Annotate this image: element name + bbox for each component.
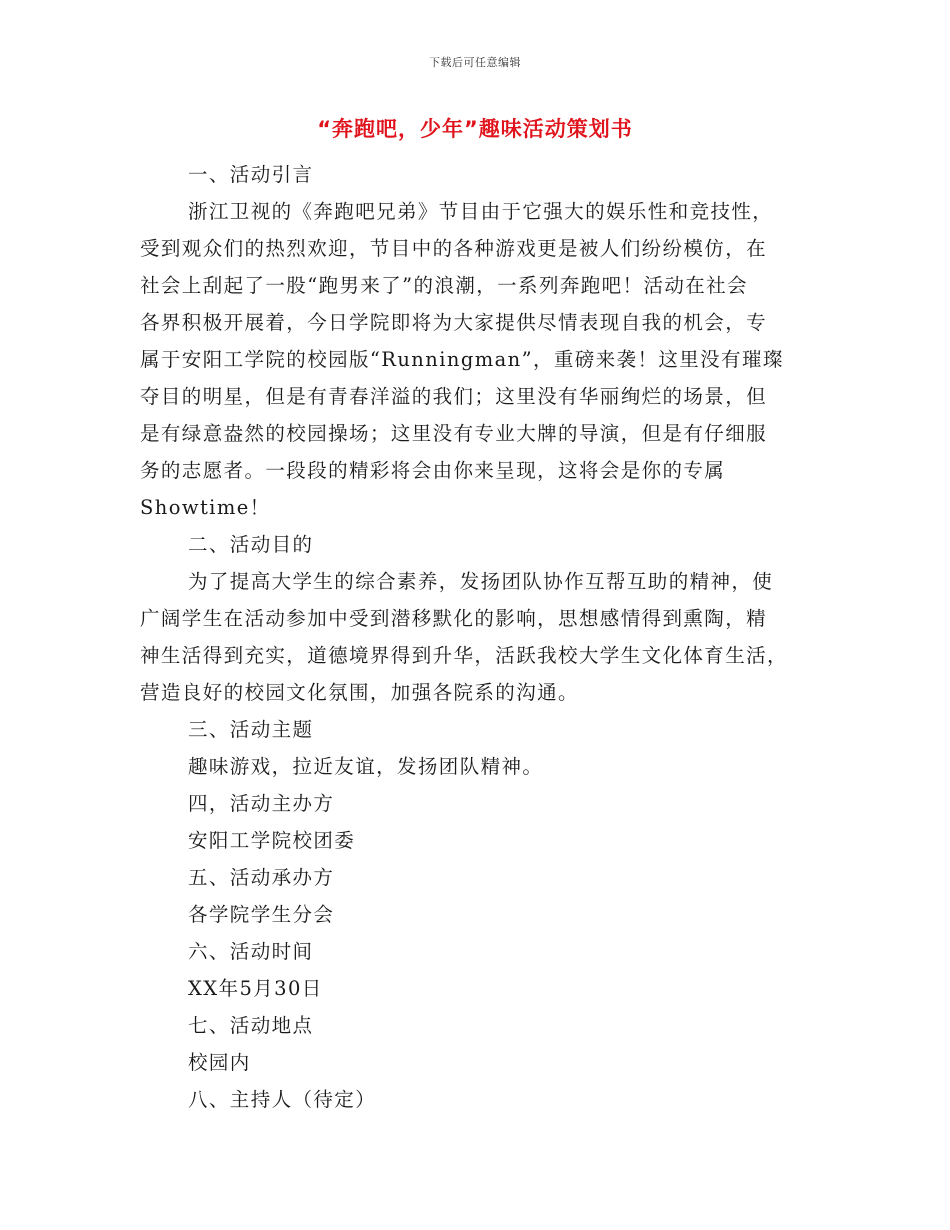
section-1-line: 各界积极开展着，今日学院即将为大家提供尽情表现自我的机会，专 — [140, 311, 768, 334]
section-1-line: 社会上刮起了一股“跑男来了”的浪潮，一系列奔跑吧！活动在社会 — [140, 274, 748, 297]
section-5-heading: 五、活动承办方 — [188, 866, 335, 889]
section-1-line: 浙江卫视的《奔跑吧兄弟》节目由于它强大的娱乐性和竞技性， — [188, 200, 774, 223]
section-1-line: Showtime！ — [140, 496, 271, 519]
header-note: 下载后可任意编辑 — [429, 56, 521, 69]
document-body — [140, 156, 806, 1118]
section-3-heading: 三、活动主题 — [188, 718, 314, 741]
section-2-heading: 二、活动目的 — [188, 533, 314, 556]
section-4-heading: 四，活动主办方 — [188, 792, 335, 815]
section-6-heading: 六、活动时间 — [188, 940, 314, 963]
section-1-line: 夺目的明星，但是有青春洋溢的我们；这里没有华丽绚烂的场景，但 — [140, 385, 768, 408]
section-8-heading: 八、主持人（待定） — [188, 1088, 377, 1111]
document-title: “奔跑吧，少年”趣味活动策划书 — [317, 117, 633, 141]
section-1-line: 属于安阳工学院的校园版“Runningman”，重磅来袭！这里没有璀璨 — [140, 348, 784, 371]
section-1-heading: 一、活动引言 — [188, 163, 314, 186]
section-2-line: 为了提高大学生的综合素养，发扬团队协作互帮互助的精神，使 — [188, 570, 774, 593]
section-4-text: 安阳工学院校团委 — [188, 829, 356, 852]
section-1-line: 务的志愿者。一段段的精彩将会由你来呈现，这将会是你的专属 — [140, 459, 726, 482]
section-2-line: 营造良好的校园文化氛围，加强各院系的沟通。 — [140, 681, 579, 704]
section-2-line: 广阔学生在活动参加中受到潜移默化的影响，思想感情得到熏陶，精 — [140, 607, 768, 630]
section-7-text: 校园内 — [188, 1051, 251, 1074]
section-1-line: 是有绿意盎然的校园操场；这里没有专业大牌的导演，但是有仔细服 — [140, 422, 768, 445]
section-3-text: 趣味游戏，拉近友谊，发扬团队精神。 — [188, 755, 544, 778]
section-1-line: 受到观众们的热烈欢迎，节目中的各种游戏更是被人们纷纷模仿，在 — [140, 237, 768, 260]
section-2-line: 神生活得到充实，道德境界得到升华，活跃我校大学生文化体育生活， — [140, 644, 788, 667]
section-5-text: 各学院学生分会 — [188, 903, 335, 926]
section-7-heading: 七、活动地点 — [188, 1014, 314, 1037]
section-6-text: XX年5月30日 — [188, 977, 323, 1000]
